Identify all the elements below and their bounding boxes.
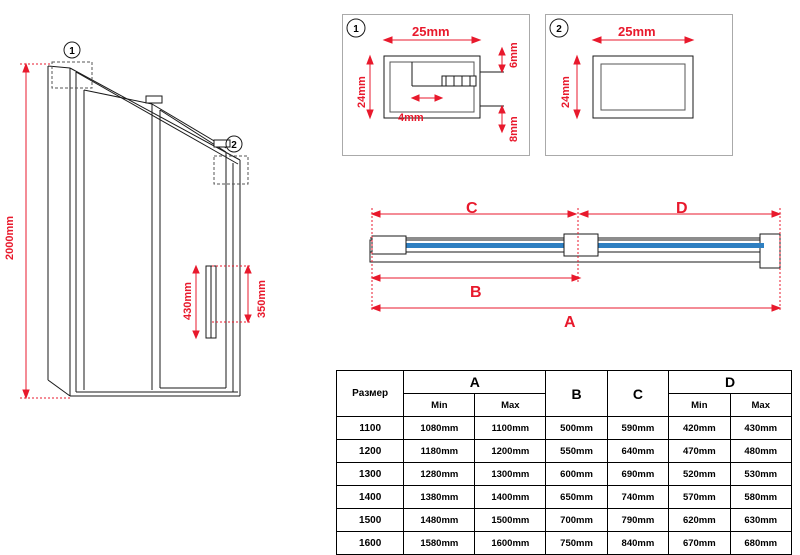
row-a-min: 1280mm (404, 463, 475, 486)
row-a-max: 1300mm (475, 463, 546, 486)
detail-1-left-height: 24mm (356, 76, 368, 108)
row-b: 750mm (546, 532, 607, 555)
row-size: 1200 (337, 440, 404, 463)
row-b: 600mm (546, 463, 607, 486)
row-b: 550mm (546, 440, 607, 463)
elevation-view (0, 0, 330, 420)
detail-2-top-width: 25mm (618, 24, 656, 39)
row-a-max: 1200mm (475, 440, 546, 463)
table-row (337, 463, 792, 486)
row-a-min: 1180mm (404, 440, 475, 463)
handle-offset-label: 350mm (256, 280, 268, 318)
col-a-max: Max (475, 394, 546, 417)
detail-1-inner-width: 4mm (398, 112, 424, 124)
row-c: 640mm (607, 440, 668, 463)
handle-height-label: 430mm (182, 282, 194, 320)
row-d-min: 670mm (669, 532, 730, 555)
table-header-row (337, 371, 792, 394)
row-size: 1300 (337, 463, 404, 486)
detail-1-badge: 1 (353, 24, 359, 35)
plan-dim-a: A (564, 314, 576, 331)
row-d-max: 680mm (730, 532, 791, 555)
col-d-min: Min (669, 394, 730, 417)
row-a-min: 1380mm (404, 486, 475, 509)
row-a-max: 1400mm (475, 486, 546, 509)
row-d-max: 630mm (730, 509, 791, 532)
table-row (337, 509, 792, 532)
row-a-min: 1580mm (404, 532, 475, 555)
row-c: 690mm (607, 463, 668, 486)
row-c: 590mm (607, 417, 668, 440)
table-row (337, 486, 792, 509)
row-c: 740mm (607, 486, 668, 509)
plan-dim-b: B (470, 284, 482, 301)
row-c: 840mm (607, 532, 668, 555)
row-size: 1600 (337, 532, 404, 555)
plan-dim-c: C (466, 200, 478, 217)
row-b: 500mm (546, 417, 607, 440)
row-d-min: 620mm (669, 509, 730, 532)
table-row (337, 440, 792, 463)
table-row (337, 532, 792, 555)
row-a-max: 1600mm (475, 532, 546, 555)
row-size: 1100 (337, 417, 404, 440)
row-a-max: 1100mm (475, 417, 546, 440)
detail-1-right-bottom: 8mm (508, 116, 520, 142)
row-d-max: 580mm (730, 486, 791, 509)
detail-2-left-height: 24mm (560, 76, 572, 108)
row-a-min: 1480mm (404, 509, 475, 532)
row-d-max: 480mm (730, 440, 791, 463)
row-d-min: 470mm (669, 440, 730, 463)
row-a-max: 1500mm (475, 509, 546, 532)
row-b: 650mm (546, 486, 607, 509)
row-size: 1400 (337, 486, 404, 509)
detail-1-top-width: 25mm (412, 24, 450, 39)
row-size: 1500 (337, 509, 404, 532)
row-d-max: 430mm (730, 417, 791, 440)
row-d-max: 530mm (730, 463, 791, 486)
row-b: 700mm (546, 509, 607, 532)
row-a-min: 1080mm (404, 417, 475, 440)
col-b-header: B (546, 371, 607, 417)
row-c: 790mm (607, 509, 668, 532)
height-dimension-label: 2000mm (4, 215, 16, 260)
col-a-header: A (404, 371, 546, 394)
callout-2-number: 2 (231, 140, 237, 151)
col-d-max: Max (730, 394, 791, 417)
dimensions-table (336, 370, 792, 555)
col-a-min: Min (404, 394, 475, 417)
row-d-min: 520mm (669, 463, 730, 486)
col-c-header: C (607, 371, 668, 417)
callout-1-number: 1 (69, 46, 75, 57)
table-row (337, 417, 792, 440)
row-d-min: 570mm (669, 486, 730, 509)
detail-2-badge: 2 (556, 24, 562, 35)
row-d-min: 420mm (669, 417, 730, 440)
plan-dim-d: D (676, 200, 688, 217)
col-size-header: Размер (337, 371, 404, 417)
col-d-header: D (669, 371, 792, 394)
detail-1-right-top: 6mm (508, 42, 520, 68)
